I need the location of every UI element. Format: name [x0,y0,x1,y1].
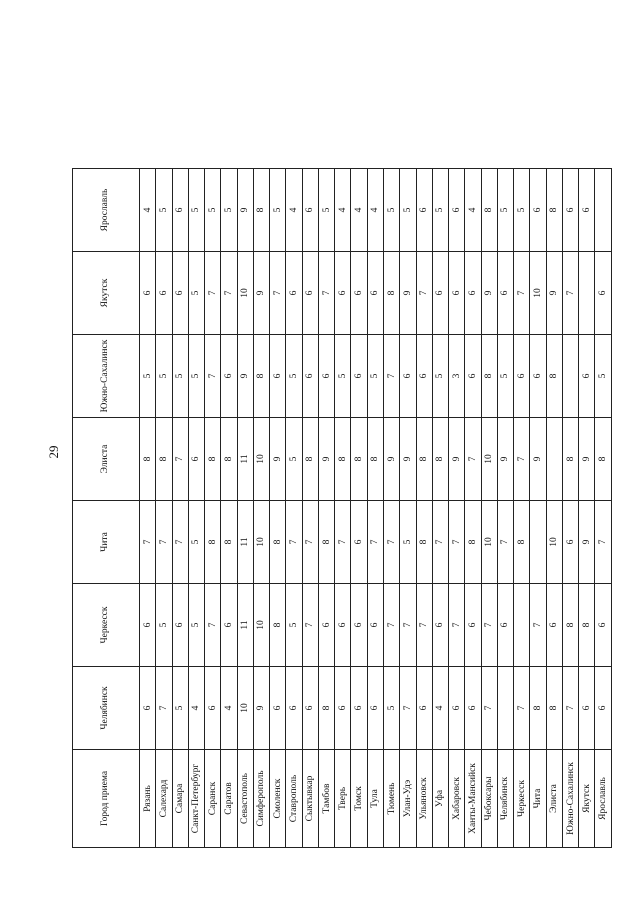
table-cell: 6 [172,252,188,335]
header-col: Челябинск [73,667,140,750]
table-cell: 7 [156,501,172,584]
table-cell: 8 [562,584,578,667]
table-cell: 11 [237,501,253,584]
table-cell: 7 [221,252,237,335]
row-city: Салехард [156,750,172,848]
table-cell: 6 [286,667,302,750]
table-cell: 9 [253,667,269,750]
table-row [351,169,367,848]
table-cell: 9 [579,418,595,501]
table-cell: 8 [514,501,530,584]
table-row [302,169,318,848]
table-cell: 6 [432,252,448,335]
table-cell: 8 [562,418,578,501]
table-cell: 8 [579,584,595,667]
row-city: Челябинск [497,750,513,848]
table-row [156,169,172,848]
table-cell: 8 [367,418,383,501]
table-cell: 6 [449,252,465,335]
header-col: Ярославль [73,169,140,252]
table-cell: 5 [286,584,302,667]
table-cell: 6 [416,667,432,750]
table-cell: 7 [205,584,221,667]
table-cell: 9 [318,418,334,501]
table-cell: 5 [270,169,286,252]
table-cell: 6 [335,667,351,750]
table-cell: 4 [432,667,448,750]
table-cell: 7 [481,584,497,667]
table-cell: 6 [270,335,286,418]
table-cell: 7 [449,584,465,667]
table-cell [497,667,513,750]
table-cell: 7 [335,501,351,584]
row-city: Саранск [205,750,221,848]
table-cell: 7 [400,584,416,667]
table-cell: 7 [514,418,530,501]
row-city: Уфа [432,750,448,848]
row-city: Чита [530,750,546,848]
table-cell: 8 [351,418,367,501]
table-cell: 10 [530,252,546,335]
table-cell: 5 [205,169,221,252]
table-cell: 6 [367,252,383,335]
table-cell: 5 [318,169,334,252]
table-cell: 6 [335,252,351,335]
row-city: Санкт-Петербург [188,750,204,848]
table-cell: 5 [286,335,302,418]
header-col: Чита [73,501,140,584]
table-row [221,169,237,848]
table-cell: 6 [579,169,595,252]
table-cell: 4 [140,169,156,252]
table-cell: 8 [546,335,562,418]
table-cell: 3 [449,335,465,418]
table-body [140,169,612,848]
table-cell: 8 [253,335,269,418]
table-row [530,169,546,848]
table-cell: 7 [205,252,221,335]
table-cell: 10 [481,418,497,501]
table-cell: 4 [465,169,481,252]
table-cell: 5 [367,335,383,418]
table-cell: 10 [237,667,253,750]
table-cell: 6 [302,335,318,418]
table-cell: 8 [253,169,269,252]
table-cell: 7 [481,667,497,750]
table-cell: 5 [514,169,530,252]
header-col: Якутск [73,252,140,335]
table-cell: 6 [140,252,156,335]
table-cell: 8 [302,418,318,501]
table-row [579,169,595,848]
row-city: Тула [367,750,383,848]
row-city: Ханты-Мансийск [465,750,481,848]
table-row [335,169,351,848]
table-cell: 9 [237,335,253,418]
table-cell: 7 [530,584,546,667]
row-city: Черкесск [514,750,530,848]
table-cell: 7 [383,584,399,667]
table-cell: 6 [302,169,318,252]
header-col: Черкесск [73,584,140,667]
table-cell: 6 [140,584,156,667]
table-cell: 6 [351,501,367,584]
row-city: Южно-Сахалинск [562,750,578,848]
table-cell: 10 [253,501,269,584]
table-cell: 6 [546,584,562,667]
table-cell: 7 [302,584,318,667]
table-cell: 7 [497,501,513,584]
table-cell: 8 [335,418,351,501]
table-cell: 10 [481,501,497,584]
table-cell: 8 [221,418,237,501]
table-row [497,169,513,848]
table-cell: 7 [416,252,432,335]
table-cell: 6 [351,584,367,667]
table-row [318,169,334,848]
table-cell [579,252,595,335]
table-cell: 5 [188,501,204,584]
table-row [205,169,221,848]
table-cell [514,584,530,667]
table-cell: 7 [140,501,156,584]
table-row [432,169,448,848]
table-cell: 6 [140,667,156,750]
table-cell: 6 [318,335,334,418]
table-cell: 6 [286,252,302,335]
table-cell: 9 [383,418,399,501]
table-cell: 8 [140,418,156,501]
table-cell: 11 [237,418,253,501]
table-cell: 5 [383,667,399,750]
table-cell: 8 [481,169,497,252]
table-cell: 7 [465,418,481,501]
table-cell: 6 [595,584,612,667]
table-cell: 6 [335,584,351,667]
row-city: Улан-Удэ [400,750,416,848]
table-cell: 6 [172,169,188,252]
table-cell: 5 [172,667,188,750]
row-city: Севастополь [237,750,253,848]
row-city: Элиста [546,750,562,848]
table-cell: 6 [562,501,578,584]
row-city: Симферополь [253,750,269,848]
table-cell: 5 [156,169,172,252]
table-cell: 10 [546,501,562,584]
table-cell: 5 [497,169,513,252]
table-cell: 8 [318,501,334,584]
rotated-table-container [72,168,612,848]
table-cell: 5 [383,169,399,252]
table-row [383,169,399,848]
table-cell: 9 [253,252,269,335]
table-row [595,169,612,848]
table-cell [530,501,546,584]
table-cell: 8 [432,418,448,501]
table-cell: 9 [481,252,497,335]
table-cell: 6 [172,584,188,667]
table-cell: 5 [595,335,612,418]
table-row [449,169,465,848]
header-col: Элиста [73,418,140,501]
table-cell: 8 [156,418,172,501]
table-cell: 5 [221,169,237,252]
table-cell: 9 [270,418,286,501]
table-cell: 6 [562,169,578,252]
table-cell: 6 [302,252,318,335]
table-cell: 8 [546,169,562,252]
table-cell: 6 [416,169,432,252]
table-cell: 8 [221,501,237,584]
table-cell: 9 [400,252,416,335]
table-cell: 6 [465,335,481,418]
table-cell: 9 [237,169,253,252]
table-cell: 6 [465,584,481,667]
table-cell: 7 [514,667,530,750]
table-cell: 6 [416,335,432,418]
table-cell: 7 [383,501,399,584]
table-cell [595,169,612,252]
table-cell: 6 [270,667,286,750]
table-row [416,169,432,848]
table-cell: 9 [497,418,513,501]
table-cell: 6 [318,584,334,667]
table-cell: 10 [237,252,253,335]
table-cell: 8 [595,418,612,501]
table-cell: 8 [465,501,481,584]
table-cell: 6 [449,169,465,252]
table-cell: 8 [205,501,221,584]
table-cell: 6 [351,667,367,750]
table-row [400,169,416,848]
table-row [253,169,269,848]
table-cell: 5 [188,252,204,335]
table-cell: 7 [172,501,188,584]
table-cell: 7 [302,501,318,584]
row-city: Тверь [335,750,351,848]
table-row [270,169,286,848]
table-row [481,169,497,848]
table-cell: 6 [465,252,481,335]
table-cell: 8 [416,501,432,584]
row-city: Сыктывкар [302,750,318,848]
table-cell: 7 [156,667,172,750]
table-cell: 8 [383,252,399,335]
table-cell: 6 [530,335,546,418]
table-cell: 11 [237,584,253,667]
table-cell: 5 [400,169,416,252]
table-cell: 7 [205,335,221,418]
table-cell: 7 [400,667,416,750]
table-cell: 7 [449,501,465,584]
table-cell: 6 [221,584,237,667]
table-cell: 6 [351,252,367,335]
table-cell: 8 [481,335,497,418]
table-cell: 4 [367,169,383,252]
table-cell: 6 [367,667,383,750]
table-cell: 9 [530,418,546,501]
table-cell: 6 [400,335,416,418]
row-city: Тюмень [383,750,399,848]
table-cell: 6 [205,667,221,750]
table-cell: 8 [270,584,286,667]
table-cell: 5 [156,584,172,667]
table-cell: 5 [432,335,448,418]
table-row [140,169,156,848]
table-cell: 7 [318,252,334,335]
table-cell: 10 [253,418,269,501]
table-cell: 5 [400,501,416,584]
table-cell: 7 [514,252,530,335]
table-cell: 5 [188,584,204,667]
table-cell: 7 [172,418,188,501]
table-cell: 7 [270,252,286,335]
table-cell: 6 [465,667,481,750]
table-cell: 5 [188,335,204,418]
row-city: Ставрополь [286,750,302,848]
table-cell: 6 [449,667,465,750]
table-cell: 5 [188,169,204,252]
table-cell: 4 [351,169,367,252]
table-cell: 6 [432,584,448,667]
table-cell: 6 [497,584,513,667]
table-cell: 7 [286,501,302,584]
table-cell: 8 [530,667,546,750]
row-city: Якутск [579,750,595,848]
table-cell: 4 [286,169,302,252]
table-cell [546,418,562,501]
table-cell: 7 [383,335,399,418]
table-cell: 9 [400,418,416,501]
table-cell: 5 [156,335,172,418]
page-number: 29 [46,445,61,459]
table-cell: 7 [367,501,383,584]
table-cell: 5 [172,335,188,418]
table-cell: 6 [302,667,318,750]
table-row [514,169,530,848]
table-cell: 5 [335,335,351,418]
table-cell: 7 [432,501,448,584]
table-cell: 5 [432,169,448,252]
row-city: Тамбов [318,750,334,848]
table-row [172,169,188,848]
table-cell: 4 [221,667,237,750]
table-cell: 6 [579,667,595,750]
row-city: Смоленск [270,750,286,848]
table-cell: 6 [367,584,383,667]
table-header-row [73,169,140,848]
row-city: Хабаровск [449,750,465,848]
table-cell: 8 [546,667,562,750]
header-city: Город приема [73,750,140,848]
table-cell: 7 [562,667,578,750]
row-city: Самара [172,750,188,848]
table-cell: 6 [188,418,204,501]
table-cell: 8 [318,667,334,750]
table-cell: 6 [221,335,237,418]
table-cell: 6 [497,252,513,335]
row-city: Томск [351,750,367,848]
table-row [465,169,481,848]
table-cell: 9 [546,252,562,335]
table-cell: 5 [286,418,302,501]
row-city: Ульяновск [416,750,432,848]
table-row [562,169,578,848]
table-cell [562,335,578,418]
table-cell: 5 [497,335,513,418]
table-cell: 6 [156,252,172,335]
row-city: Саратов [221,750,237,848]
travel-days-table [72,168,612,848]
table-cell: 6 [579,335,595,418]
table-cell: 6 [351,335,367,418]
table-cell: 4 [335,169,351,252]
table-cell: 7 [595,501,612,584]
table-row [237,169,253,848]
table-cell: 7 [562,252,578,335]
table-cell: 6 [514,335,530,418]
table-cell: 10 [253,584,269,667]
header-col: Южно-Сахалинск [73,335,140,418]
table-row [367,169,383,848]
table-row [188,169,204,848]
table-cell: 4 [188,667,204,750]
table-cell: 8 [205,418,221,501]
table-cell: 9 [579,501,595,584]
row-city: Чебоксары [481,750,497,848]
table-cell: 8 [270,501,286,584]
table-cell: 6 [595,667,612,750]
table-row [546,169,562,848]
row-city: Ярославль [595,750,612,848]
table-cell: 7 [416,584,432,667]
table-cell: 5 [140,335,156,418]
table-row [286,169,302,848]
table-cell: 6 [530,169,546,252]
table-cell: 8 [416,418,432,501]
row-city: Рязань [140,750,156,848]
table-cell: 6 [595,252,612,335]
table-cell: 9 [449,418,465,501]
